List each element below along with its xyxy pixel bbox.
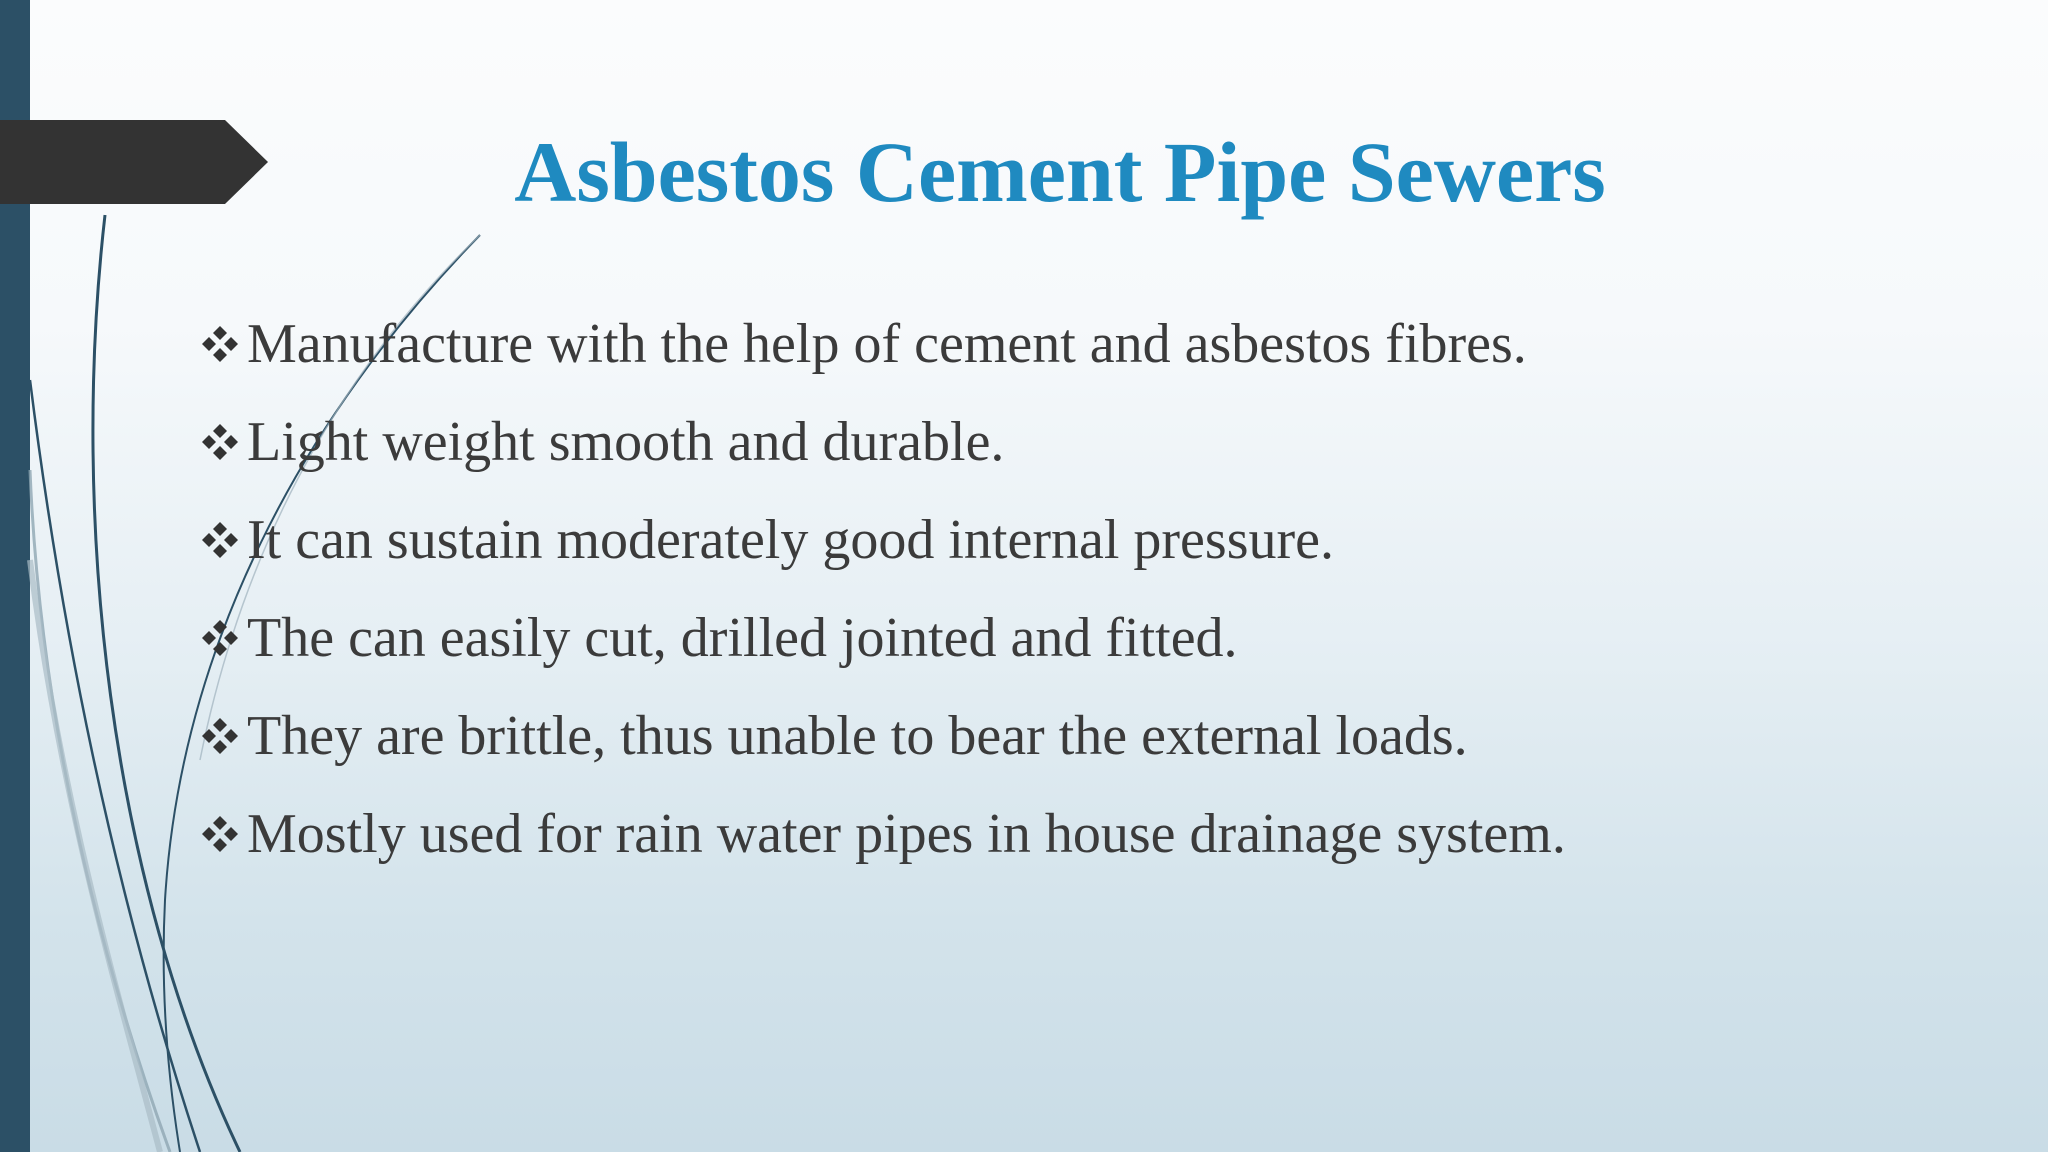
bullet-text: Light weight smooth and durable.: [247, 411, 1005, 473]
list-item: [195, 589, 1566, 687]
bullet-text: Mostly used for rain water pipes in house drainage system.: [247, 803, 1566, 865]
list-item: [195, 491, 1566, 589]
bullet-list: [195, 295, 1566, 883]
bullet-text: The can easily cut, drilled jointed and fitted.: [247, 607, 1238, 669]
four-diamond-icon: [195, 417, 245, 467]
four-diamond-icon: [195, 613, 245, 663]
list-item: [195, 393, 1566, 491]
bullet-text: It can sustain moderately good internal pressure.: [247, 509, 1334, 571]
list-item: [195, 687, 1566, 785]
four-diamond-icon: [195, 809, 245, 859]
four-diamond-icon: [195, 711, 245, 761]
title-tab-arrow: [0, 120, 268, 204]
four-diamond-icon: [195, 515, 245, 565]
slide-title: Asbestos Cement Pipe Sewers: [514, 124, 1606, 220]
four-diamond-icon: [195, 319, 245, 369]
bullet-text: They are brittle, thus unable to bear the external loads.: [247, 705, 1468, 767]
bullet-text: Manufacture with the help of cement and asbestos fibres.: [247, 313, 1527, 375]
list-item: [195, 785, 1566, 883]
list-item: [195, 295, 1566, 393]
